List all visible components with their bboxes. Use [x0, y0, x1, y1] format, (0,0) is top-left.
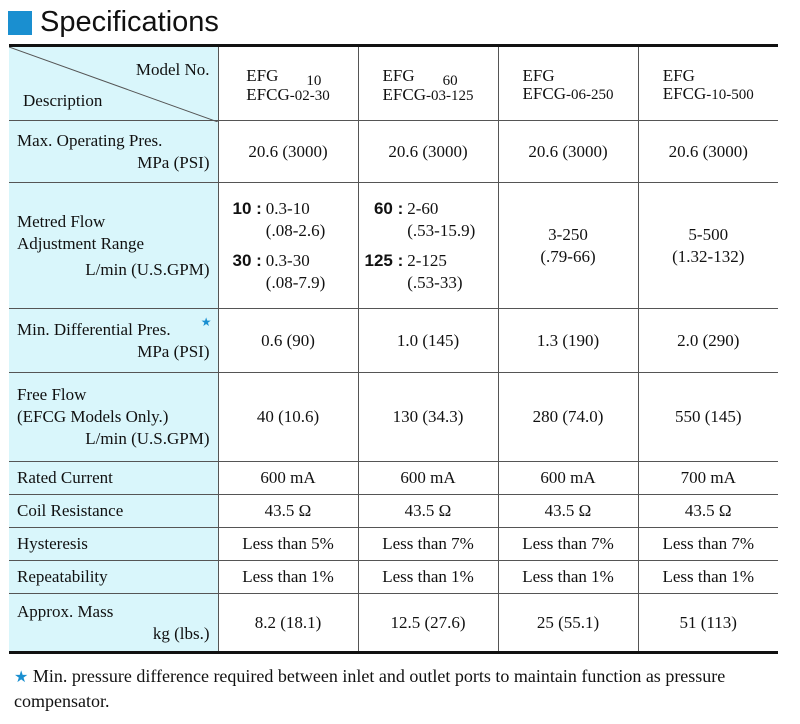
description-label: Description	[23, 91, 103, 110]
cell: 8.2 (18.1)	[218, 594, 358, 653]
cell: Less than 1%	[218, 561, 358, 594]
cell: 43.5 Ω	[638, 495, 778, 528]
cell: Less than 7%	[498, 528, 638, 561]
flow-cell-1: 10 : 0.3-10 (.08-2.6) 30 : 0.3-30 (.08-7.9)	[218, 183, 358, 309]
header-row	[9, 46, 778, 121]
model-header-3: EFG EFCG-06-250	[498, 46, 638, 121]
cell: 600 mA	[358, 462, 498, 495]
footnote-text: Min. pressure difference required between inlet and outlet ports to maintain function as pressure compensator.	[14, 666, 726, 711]
cell: 0.6 (90)	[218, 309, 358, 373]
cell: Less than 1%	[638, 561, 778, 594]
cell: 20.6 (3000)	[498, 121, 638, 183]
cell: 2.0 (290)	[638, 309, 778, 373]
label-free-flow: Free Flow (EFCG Models Only.) L/min (U.S.GPM)	[9, 373, 218, 462]
model-header-2: EFG 60 EFCG-03-125	[358, 46, 498, 121]
cell: 20.6 (3000)	[358, 121, 498, 183]
cell: 130 (34.3)	[358, 373, 498, 462]
row-free-flow	[9, 373, 778, 462]
cell: 43.5 Ω	[218, 495, 358, 528]
cell: Less than 1%	[358, 561, 498, 594]
model-header-4: EFG EFCG-10-500	[638, 46, 778, 121]
flow-cell-2: 60 : 2-60 (.53-15.9) 125 : 2-125 (.53-33)	[358, 183, 498, 309]
cell: 280 (74.0)	[498, 373, 638, 462]
label-hysteresis: Hysteresis	[9, 528, 218, 561]
cell: 43.5 Ω	[358, 495, 498, 528]
cell: 1.3 (190)	[498, 309, 638, 373]
row-rated-current	[9, 462, 778, 495]
cell: 1.0 (145)	[358, 309, 498, 373]
cell: 600 mA	[498, 462, 638, 495]
cell: Less than 7%	[358, 528, 498, 561]
cell: 43.5 Ω	[498, 495, 638, 528]
label-metred-flow: Metred Flow Adjustment Range L/min (U.S.GPM)	[9, 183, 218, 309]
cell: Less than 7%	[638, 528, 778, 561]
flow-cell-3: 3-250 (.79-66)	[498, 183, 638, 309]
label-max-pres: Max. Operating Pres. MPa (PSI)	[9, 121, 218, 183]
cell: 20.6 (3000)	[638, 121, 778, 183]
cell: 700 mA	[638, 462, 778, 495]
cell: 550 (145)	[638, 373, 778, 462]
cell: 20.6 (3000)	[218, 121, 358, 183]
row-min-diff	[9, 309, 778, 373]
footnote	[14, 664, 784, 714]
label-coil-resistance: Coil Resistance	[9, 495, 218, 528]
flow-cell-4: 5-500 (1.32-132)	[638, 183, 778, 309]
cell: Less than 1%	[498, 561, 638, 594]
label-min-diff: ★ Min. Differential Pres. MPa (PSI)	[9, 309, 218, 373]
title-text: Specifications	[40, 5, 219, 38]
row-repeatability	[9, 561, 778, 594]
header-corner-cell	[9, 46, 218, 121]
row-max-pres	[9, 121, 778, 183]
spec-table	[9, 44, 778, 654]
row-metred-flow	[9, 183, 778, 309]
model-no-label: Model No.	[135, 60, 210, 79]
star-icon: ★	[14, 667, 29, 686]
page-title	[8, 2, 219, 42]
title-square-icon	[8, 11, 32, 35]
label-rated-current: Rated Current	[9, 462, 218, 495]
cell: 40 (10.6)	[218, 373, 358, 462]
cell: 12.5 (27.6)	[358, 594, 498, 653]
cell: 600 mA	[218, 462, 358, 495]
row-hysteresis	[9, 528, 778, 561]
cell: 25 (55.1)	[498, 594, 638, 653]
star-icon: ★	[200, 315, 212, 329]
label-repeatability: Repeatability	[9, 561, 218, 594]
cell: 51 (113)	[638, 594, 778, 653]
row-mass	[9, 594, 778, 653]
cell: Less than 5%	[218, 528, 358, 561]
row-coil-resistance	[9, 495, 778, 528]
label-mass: Approx. Mass kg (lbs.)	[9, 594, 218, 653]
model-header-1: EFG 10 EFCG-02-30	[218, 46, 358, 121]
